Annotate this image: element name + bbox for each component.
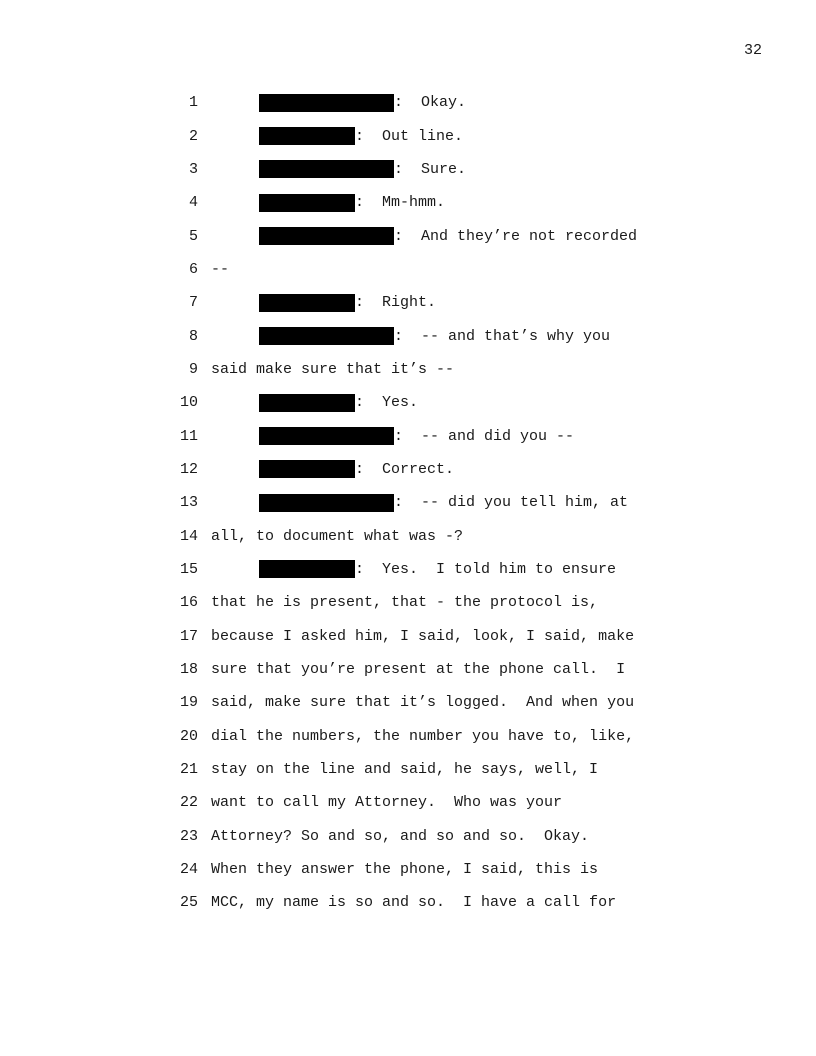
line-number: 13 <box>179 494 198 512</box>
transcript-line <box>176 386 696 419</box>
line-number: 15 <box>179 560 198 578</box>
transcript-line <box>176 119 696 152</box>
line-number: 7 <box>188 294 198 312</box>
transcript-line <box>176 653 696 686</box>
line-body <box>211 694 634 711</box>
line-body <box>211 628 634 645</box>
line-body <box>211 794 562 811</box>
line-number: 19 <box>179 694 198 712</box>
line-body <box>211 460 454 478</box>
transcript-line <box>176 553 696 586</box>
line-body <box>211 94 466 112</box>
line-number: 3 <box>188 160 198 178</box>
redacted-speaker-name <box>259 427 394 445</box>
line-body <box>211 160 466 178</box>
transcript-line <box>176 686 696 719</box>
line-number: 10 <box>179 394 198 412</box>
line-number: 22 <box>179 794 198 812</box>
line-body <box>211 494 628 512</box>
line-text: : Correct. <box>355 460 455 478</box>
transcript-line <box>176 286 696 319</box>
transcript-line <box>176 519 696 552</box>
line-text: : Yes. <box>355 394 419 412</box>
line-body <box>211 528 463 545</box>
line-body <box>211 594 598 611</box>
transcript-line <box>176 620 696 653</box>
line-number: 16 <box>179 594 198 612</box>
line-number: 1 <box>188 94 198 112</box>
line-body <box>211 361 454 378</box>
line-text: -- <box>211 260 230 278</box>
line-text: : -- and did you -- <box>394 427 575 445</box>
line-body <box>211 861 598 878</box>
transcript-line <box>176 886 696 919</box>
line-text: : Yes. I told him to ensure <box>355 560 617 578</box>
line-text: When they answer the phone, I said, this is <box>211 861 599 879</box>
redacted-speaker-name <box>259 460 355 478</box>
transcript-line <box>176 586 696 619</box>
redacted-speaker-name <box>259 294 355 312</box>
line-body <box>211 227 637 245</box>
transcript-line <box>176 86 696 119</box>
transcript-line <box>176 720 696 753</box>
line-text: : And they’re not recorded <box>394 227 638 245</box>
line-body <box>211 427 574 445</box>
line-text: because I asked him, I said, look, I said, make <box>211 627 635 645</box>
line-number: 12 <box>179 460 198 478</box>
line-text: dial the numbers, the number you have to, like, <box>211 727 635 745</box>
transcript-line <box>176 853 696 886</box>
line-number: 2 <box>188 127 198 145</box>
transcript-line <box>176 353 696 386</box>
redacted-speaker-name <box>259 160 394 178</box>
line-number: 18 <box>179 661 198 679</box>
transcript-line <box>176 253 696 286</box>
transcript <box>176 86 696 920</box>
redacted-speaker-name <box>259 394 355 412</box>
line-body <box>211 728 634 745</box>
line-number: 25 <box>179 894 198 912</box>
redacted-speaker-name <box>259 194 355 212</box>
line-text: said, make sure that it’s logged. And when you <box>211 694 635 712</box>
line-text: : -- did you tell him, at <box>394 494 629 512</box>
line-text: : Out line. <box>355 127 464 145</box>
line-text: sure that you’re present at the phone call. I <box>211 661 626 679</box>
line-text: that he is present, that - the protocol is, <box>211 594 599 612</box>
redacted-speaker-name <box>259 94 394 112</box>
line-number: 9 <box>188 360 198 378</box>
redacted-speaker-name <box>259 560 355 578</box>
line-number: 11 <box>179 427 198 445</box>
line-number: 21 <box>179 761 198 779</box>
line-text: : Right. <box>355 294 437 312</box>
line-body <box>211 761 598 778</box>
transcript-line <box>176 453 696 486</box>
line-body <box>211 394 418 412</box>
transcript-line <box>176 153 696 186</box>
transcript-line <box>176 186 696 219</box>
line-number: 17 <box>179 627 198 645</box>
line-body <box>211 560 616 578</box>
redacted-speaker-name <box>259 494 394 512</box>
line-text: : Okay. <box>394 94 467 112</box>
transcript-line <box>176 753 696 786</box>
line-number: 4 <box>188 194 198 212</box>
line-body <box>211 828 589 845</box>
line-text: : Sure. <box>394 160 467 178</box>
transcript-line <box>176 419 696 452</box>
transcript-line <box>176 486 696 519</box>
line-body <box>211 327 610 345</box>
redacted-speaker-name <box>259 327 394 345</box>
line-body <box>211 261 229 278</box>
line-text: stay on the line and said, he says, well, I <box>211 761 599 779</box>
line-number: 24 <box>179 861 198 879</box>
line-number: 14 <box>179 527 198 545</box>
line-number: 20 <box>179 727 198 745</box>
line-body <box>211 294 436 312</box>
line-text: want to call my Attorney. Who was your <box>211 794 563 812</box>
transcript-line <box>176 820 696 853</box>
line-number: 6 <box>188 260 198 278</box>
redacted-speaker-name <box>259 127 355 145</box>
line-number: 8 <box>188 327 198 345</box>
page-number: 32 <box>743 42 762 59</box>
transcript-line <box>176 319 696 352</box>
line-body <box>211 194 445 212</box>
line-text: : Mm-hmm. <box>355 194 446 212</box>
line-text: said make sure that it’s -- <box>211 360 455 378</box>
line-text: MCC, my name is so and so. I have a call for <box>211 894 617 912</box>
line-number: 5 <box>188 227 198 245</box>
transcript-line <box>176 786 696 819</box>
line-body <box>211 127 463 145</box>
line-text: Attorney? So and so, and so and so. Okay. <box>211 827 590 845</box>
line-body <box>211 894 616 911</box>
transcript-line <box>176 219 696 252</box>
line-body <box>211 661 625 678</box>
line-text: all, to document what was -? <box>211 527 464 545</box>
line-number: 23 <box>179 827 198 845</box>
redacted-speaker-name <box>259 227 394 245</box>
line-text: : -- and that’s why you <box>394 327 611 345</box>
